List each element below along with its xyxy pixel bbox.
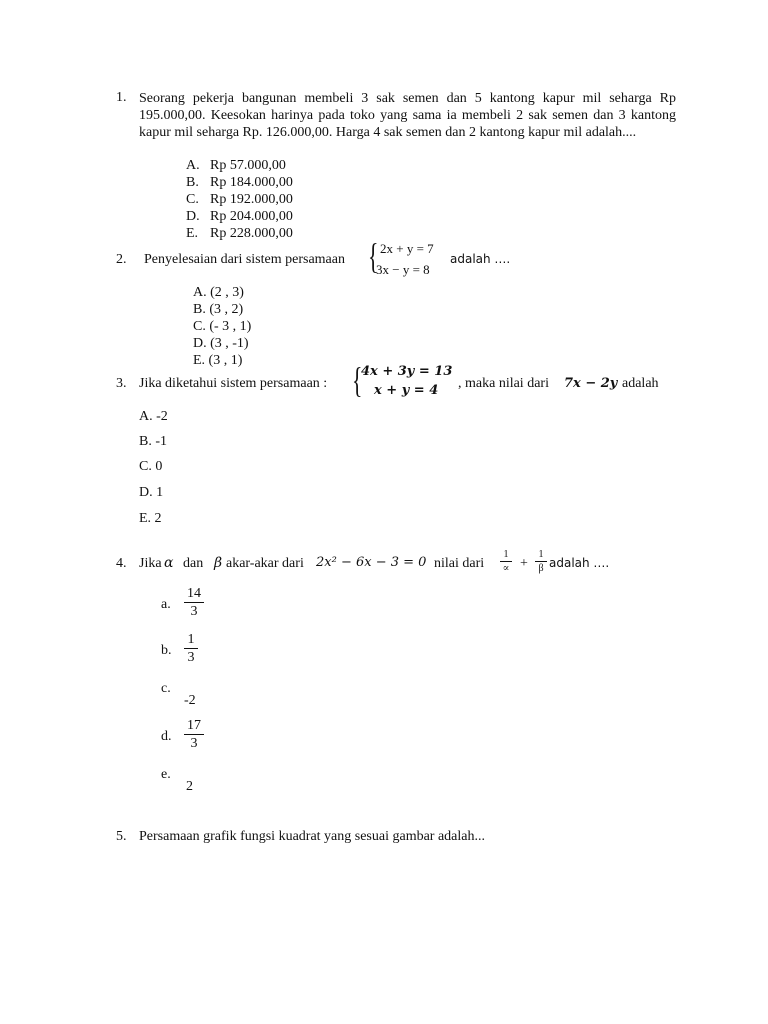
alpha-symbol: α xyxy=(164,555,174,571)
equation-2: x + y = 4 xyxy=(374,383,439,398)
question-text: Persamaan grafik fungsi kuadrat yang sesuai gambar adalah... xyxy=(139,829,485,844)
option-value: -2 xyxy=(184,693,196,708)
question-number: 4. xyxy=(116,556,127,571)
expression: 7x − 2y xyxy=(564,376,618,391)
option: E. (3 , 1) xyxy=(193,353,243,368)
option-letter: E. xyxy=(186,226,199,241)
numerator: 14 xyxy=(187,586,201,601)
quadratic-equation: 2x² − 6x − 3 = 0 xyxy=(316,555,427,570)
option-fraction xyxy=(184,632,198,665)
question-number: 3. xyxy=(116,376,127,391)
denominator: ∝ xyxy=(502,563,510,574)
numerator: 1 xyxy=(538,549,544,560)
option-letter: d. xyxy=(161,729,172,744)
option: D. (3 , -1) xyxy=(193,336,249,351)
option-letter: b. xyxy=(161,643,172,658)
option-text: Rp 228.000,00 xyxy=(210,226,293,241)
question-text-akar: akar-akar dari xyxy=(226,556,304,571)
option: C. 0 xyxy=(139,459,163,474)
option: B. -1 xyxy=(139,434,167,449)
option-letter: B. xyxy=(186,175,199,190)
question-mid: , maka nilai dari xyxy=(458,376,549,391)
option-letter: e. xyxy=(161,767,171,782)
denominator: 3 xyxy=(190,604,198,619)
question-number: 2. xyxy=(116,252,127,267)
option-text: Rp 57.000,00 xyxy=(210,158,286,173)
fraction-bar xyxy=(184,648,198,649)
question-suffix: adalah xyxy=(622,376,659,391)
option: D. 1 xyxy=(139,485,164,500)
option: B. (3 , 2) xyxy=(193,302,244,317)
option-letter: D. xyxy=(186,209,200,224)
question-text-nilai: nilai dari xyxy=(434,556,485,571)
option: A. -2 xyxy=(139,409,168,424)
plus-sign: + xyxy=(520,556,528,571)
option: C. (- 3 , 1) xyxy=(193,319,252,334)
fraction-one-over-alpha xyxy=(500,549,512,574)
numerator: 1 xyxy=(503,549,509,560)
option-letter: C. xyxy=(186,192,199,207)
option: A. (2 , 3) xyxy=(193,285,244,300)
question-number: 5. xyxy=(116,829,127,844)
option-text: Rp 192.000,00 xyxy=(210,192,293,207)
option-letter: a. xyxy=(161,597,171,612)
question-text: Jika diketahui sistem persamaan : xyxy=(139,376,328,391)
option-text: Rp 204.000,00 xyxy=(210,209,293,224)
question-text: Seorang pekerja bangunan membeli 3 sak semen dan 5 kantong kapur mil seharga Rp 195.000,00. Keesokan harinya pada toko yang sama ia membeli 2 sak semen dan 3 kantong kapur mil seharga Rp. 126.000,00. Harga 4 sak semen dan 2 kantong kapur mil adalah.... xyxy=(139,91,676,140)
fraction-one-over-beta xyxy=(535,549,547,574)
option-letter: c. xyxy=(161,681,171,696)
question-text-dan: dan xyxy=(183,556,204,571)
option-fraction xyxy=(184,586,204,619)
brace-icon: { xyxy=(352,360,363,400)
brace-icon: { xyxy=(368,236,379,276)
fraction-bar xyxy=(535,561,547,562)
equation-1: 4x + 3y = 13 xyxy=(361,364,453,379)
option-value: 2 xyxy=(186,779,193,794)
denominator: 3 xyxy=(187,650,195,665)
fraction-bar xyxy=(184,734,204,735)
numerator: 17 xyxy=(187,718,201,733)
fraction-bar xyxy=(500,561,512,562)
option: E. 2 xyxy=(139,511,162,526)
denominator: 3 xyxy=(190,736,198,751)
fraction-bar xyxy=(184,602,204,603)
numerator: 1 xyxy=(187,632,195,647)
question-suffix: adalah …. xyxy=(450,252,511,266)
question-suffix: adalah …. xyxy=(549,556,610,570)
equation-1: 2x + y = 7 xyxy=(380,241,434,256)
question-text-jika: Jika xyxy=(139,556,162,571)
beta-symbol: β xyxy=(214,555,223,571)
question-number: 1. xyxy=(116,90,127,105)
option-letter: A. xyxy=(186,158,200,173)
denominator: β xyxy=(538,563,544,574)
option-fraction xyxy=(184,718,204,751)
question-text: Penyelesaian dari sistem persamaan xyxy=(144,252,345,267)
option-text: Rp 184.000,00 xyxy=(210,175,293,190)
equation-2: 3x − y = 8 xyxy=(376,262,430,277)
